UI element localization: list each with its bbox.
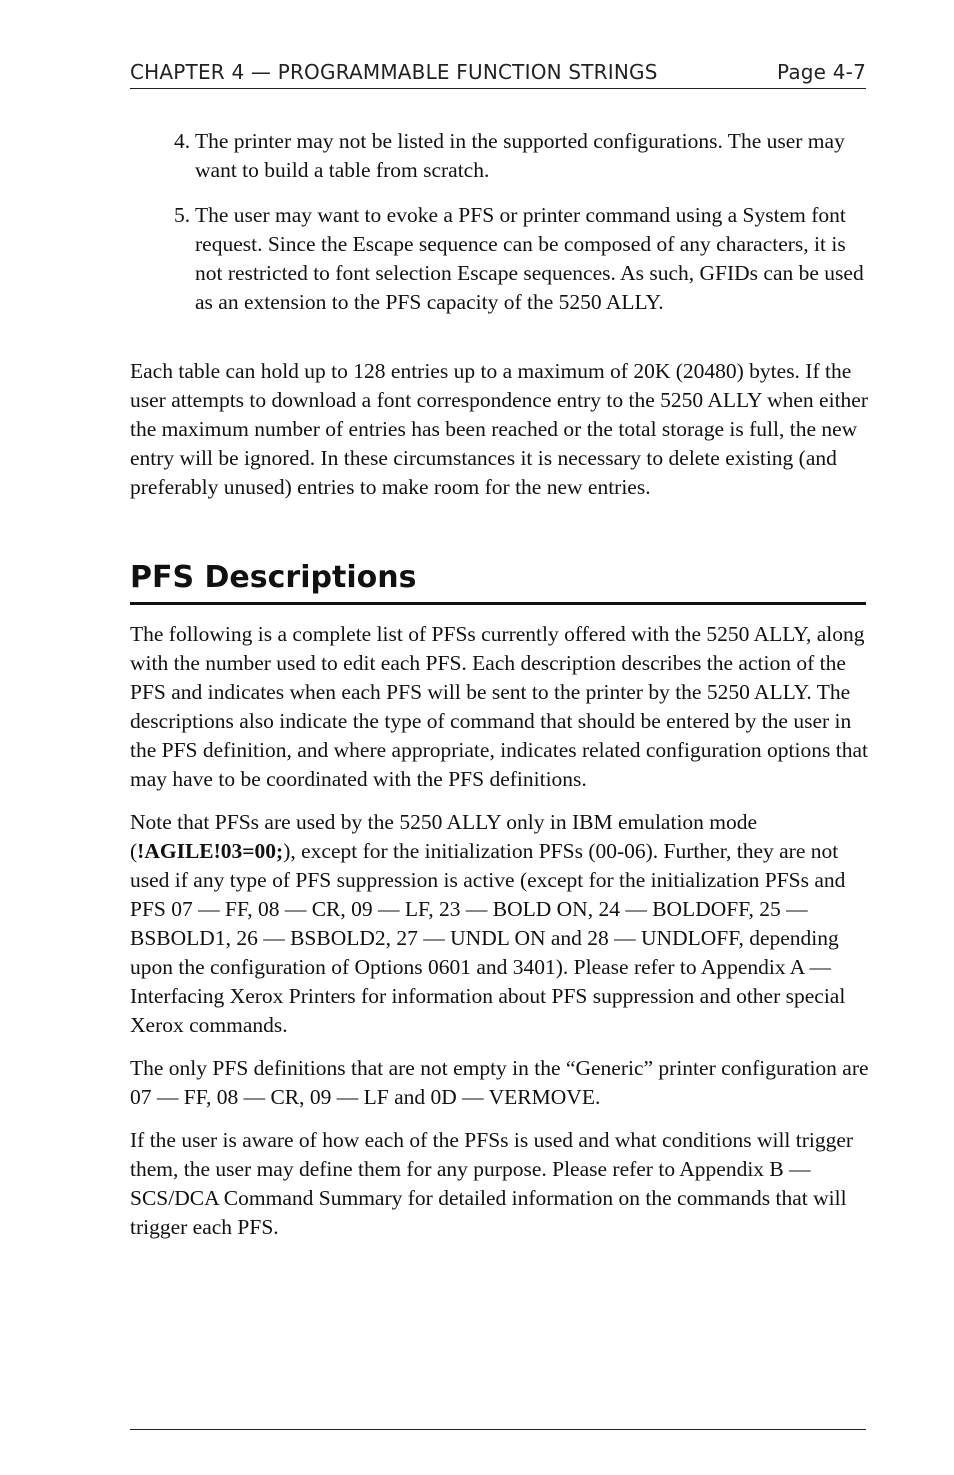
paragraph-aware: If the user is aware of how each of the PFSs is used and what conditions will trigger them, the user may define them for any purpose. Please refer to Appendix B — SCS/DCA Command Summary for detailed information on the commands that will trigger each PFS. bbox=[130, 1128, 854, 1239]
section-heading: PFS Descriptions bbox=[130, 558, 866, 605]
agile-command: !AGILE!03=00; bbox=[137, 839, 284, 863]
page-number: Page 4-7 bbox=[776, 60, 866, 84]
list-item-text: The printer may not be listed in the supported configurations. The user may want to build a table from scratch. bbox=[195, 129, 845, 182]
note-text-after: ), except for the initialization PFSs (00-06). Further, they are not used if any type of PFS suppression is active (except for the initialization PFSs and PFS 07 — FF, 08 — CR, 09 — LF, 23 — BOLD ON, 24 — BOLDOFF, 25 — BSBOLD1, 26 — BSBOLD2, 27 — UNDL ON and 28 — UNDLOFF, depending upon the configuration of Options 0601 and 3401). Please refer to Appendix A — Interfacing Xerox Printers for information about PFS suppression and other special Xerox commands. bbox=[130, 839, 846, 1037]
list-item bbox=[174, 201, 874, 317]
paragraph-generic: The only PFS definitions that are not empty in the “Generic” printer configuration are 07 — FF, 08 — CR, 09 — LF and 0D — VERMOVE. bbox=[130, 1056, 869, 1109]
numbered-list bbox=[174, 127, 874, 333]
list-item-text: The user may want to evoke a PFS or printer command using a System font request. Since the Escape sequence can be composed of any characters, it is not restricted to font selection Escape sequences. As such, GFIDs can be used as an extension to the PFS capacity of the 5250 ALLY. bbox=[195, 203, 864, 314]
paragraph-following: The following is a complete list of PFSs currently offered with the 5250 ALLY, along with the number used to edit each PFS. Each description describes the action of the PFS and indicates when each PFS will be sent to the printer by the 5250 ALLY. The descriptions also indicate the type of command that should be entered by the user in the PFS definition, and where appropriate, indicates related configuration options that may have to be coordinated with the PFS definitions. bbox=[130, 622, 868, 791]
list-item-number: 5. bbox=[174, 203, 191, 227]
page-header bbox=[130, 58, 866, 89]
chapter-title: CHAPTER 4 — PROGRAMMABLE FUNCTION STRINGS bbox=[130, 60, 658, 84]
footer-rule bbox=[130, 1429, 866, 1430]
list-item-number: 4. bbox=[174, 129, 191, 153]
note-text-before: Note that PFSs are used by the 5250 ALLY only in IBM emulation mode ( bbox=[130, 810, 758, 863]
section-content bbox=[130, 620, 870, 1256]
list-item bbox=[174, 127, 874, 185]
paragraph-note bbox=[130, 808, 870, 1040]
paragraph-table-capacity: Each table can hold up to 128 entries up to a maximum of 20K (20480) bytes. If the user attempts to download a font correspondence entry to the 5250 ALLY when either the maximum number of entries has been reached or the total storage is full, the new entry will be ignored. In these circumstances it is necessary to delete existing (and preferably unused) entries to make room for the new entries. bbox=[130, 359, 868, 499]
